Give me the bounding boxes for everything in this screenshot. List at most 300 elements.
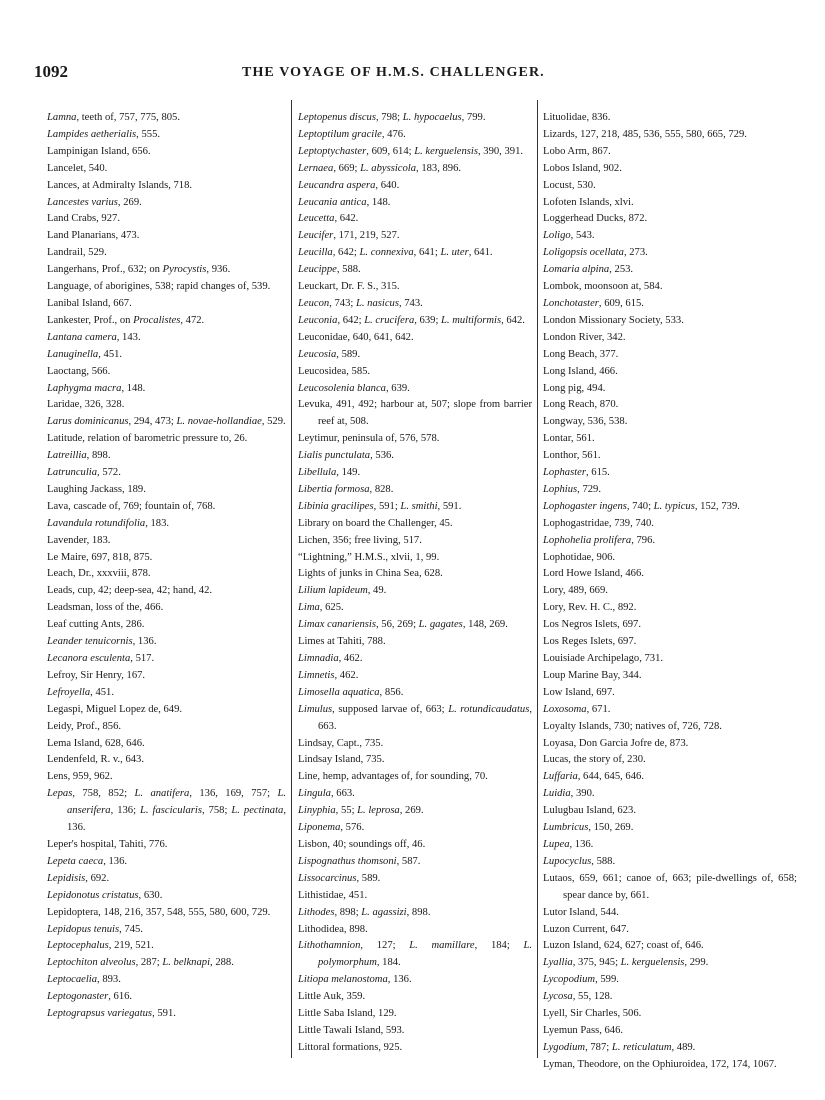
page-header [34,62,794,88]
index-entry [543,820,797,837]
entry-italic-text: Lernaea [298,162,334,174]
entry-text: , 294, 473; [128,416,177,428]
index-entry [298,600,532,617]
index-entry [298,228,532,245]
index-entry [543,330,797,347]
index-entry [47,617,286,634]
entry-italic-text: Lophius [543,483,578,495]
index-entry [298,296,532,313]
entry-text: Latitude, relation of barometric pressure to, 26. [47,433,248,445]
index-entry [47,600,286,617]
index-entry [543,110,797,127]
index-entry [47,330,286,347]
entry-text: , 639; [414,314,442,326]
index-entry [298,1006,532,1023]
index-entry [47,296,286,313]
index-entry [47,533,286,550]
entry-italic-text: Leucania antica [298,196,367,208]
entry-text: , 671. [586,703,611,715]
entry-text: , 183. [145,517,170,529]
entry-text: , 150, 269. [588,822,634,834]
entry-text: , 184; [474,940,524,952]
entry-italic-text: Lilium lapideum [298,585,368,597]
entry-text: “Lightning,” H.M.S., xlvii, 1, 99. [298,551,440,563]
entry-text: Leper's hospital, Tahiti, 776. [47,838,168,850]
index-entry [298,161,532,178]
entry-text: Lisbon, 40; soundings off, 46. [298,838,426,850]
index-entry [543,651,797,668]
entry-text: , 898. [86,450,111,462]
index-entry [47,245,286,262]
index-entry [298,397,532,431]
index-entry [298,634,532,651]
entry-italic-text: Leptogonaster [47,991,109,1003]
index-entry [543,702,797,719]
entry-text: Leaf cutting Ants, 286. [47,619,145,631]
entry-text: Lithistidae, 451. [298,889,368,901]
entry-italic-text: Leptopenus discus [298,112,376,123]
entry-text: London Missionary Society, 533. [543,314,684,326]
entry-text: London River, 342. [543,331,626,343]
index-entry [543,161,797,178]
index-column-3 [543,110,797,1074]
entry-text: , 591; [373,500,401,512]
index-entry [298,313,532,330]
entry-italic-text: L. anserifera [67,788,287,817]
entry-text: , 149. [336,467,361,479]
index-entry [298,110,532,127]
entry-text: , 663. [330,788,355,800]
entry-text: Long Reach, 870. [543,399,619,411]
entry-text: Los Reges Islets, 697. [543,636,637,648]
index-entry [298,685,532,702]
index-entry [298,989,532,1006]
index-entry [298,888,532,905]
entry-text: Lory, Rev. H. C., 892. [543,602,637,614]
entry-text: Language, of aborigines, 538; rapid changes of, 539. [47,281,271,293]
entry-text: Lepidoptera, 148, 216, 357, 548, 555, 580, 600, 729. [47,906,271,918]
entry-italic-text: Lefroyella [47,686,91,698]
entry-text: , 630. [138,889,163,901]
entry-italic-text: Linyphia [298,805,336,817]
index-entry [47,719,286,736]
entry-italic-text: Leucetta [298,213,335,225]
index-entry [298,533,532,550]
index-entry [47,161,286,178]
entry-text: , 642. [501,314,525,326]
index-entry [298,871,532,888]
index-entry [298,702,532,736]
entry-italic-text: Lithothamnion [298,940,361,952]
index-entry [47,972,286,989]
entry-italic-text: Lophohelia prolifera [543,534,632,546]
entry-italic-text: L. belknapi [162,957,211,969]
entry-text: Little Auk, 359. [298,991,366,1003]
index-entry [47,888,286,905]
entry-text: Lutaos, 659, 661; canoe of, 663; pile-dwellings of, 658; spear dance by, 661. [543,872,797,901]
entry-text: , 589. [356,872,381,884]
index-entry [543,482,797,499]
entry-text: Lyemun Pass, 646. [543,1024,624,1036]
index-entry [543,364,797,381]
index-entry [543,127,797,144]
entry-text: , 663. [318,703,532,732]
entry-text: Lophogastridae, 739, 740. [543,517,654,529]
entry-text: , 287; [135,957,163,969]
index-entry [298,262,532,279]
entry-text: , 472. [180,314,205,326]
index-entry [47,736,286,753]
index-entry [543,837,797,854]
entry-text: Lights of junks in China Sea, 628. [298,568,443,580]
index-entry [543,195,797,212]
entry-text: , 587. [396,855,421,867]
index-entry [47,381,286,398]
entry-text: , 641; [413,247,441,259]
entry-text: , 641. [468,247,493,259]
index-entry [298,752,532,769]
entry-italic-text: Lancestes varius [47,196,118,208]
index-entry [543,1057,797,1074]
entry-text: Long Island, 466. [543,365,618,377]
entry-text: , 536. [370,450,394,462]
entry-italic-text: Lonchotaster [543,297,599,309]
entry-italic-text: Latreillia [47,450,87,462]
entry-italic-text: Leucippe [298,264,337,276]
index-entry [298,1023,532,1040]
index-entry [543,245,797,262]
entry-text: , 390. [570,788,595,800]
entry-italic-text: Leptocephalus [47,940,109,952]
index-entry [543,431,797,448]
entry-text: , 451. [98,348,123,360]
index-entry [47,431,286,448]
entry-text: , 489. [671,1041,696,1053]
entry-italic-text: Luffaria [543,771,578,783]
entry-text: , 152, 739. [694,500,740,512]
entry-italic-text: Lanuginella [47,348,99,360]
entry-text: Lens, 959, 962. [47,771,113,783]
entry-text: Long pig, 494. [543,382,606,394]
index-entry [543,465,797,482]
index-entry [298,482,532,499]
index-entry [298,516,532,533]
entry-text: , 644, 645, 646. [577,771,644,783]
index-entry [543,752,797,769]
index-entry [47,752,286,769]
index-entry [298,1040,532,1057]
entry-text: Lyell, Sir Charles, 506. [543,1008,642,1020]
entry-italic-text: Leucon [298,297,330,309]
entry-text: , 136. [67,805,286,834]
index-entry [543,922,797,939]
entry-italic-text: L. gagates [418,619,463,631]
entry-text: Lutor Island, 544. [543,906,619,918]
entry-text: Low Island, 697. [543,686,615,698]
index-entry [298,347,532,364]
entry-italic-text: Libertia formosa [298,483,370,495]
entry-text: Leads, cup, 42; deep-sea, 42; hand, 42. [47,585,213,597]
index-entry [543,938,797,955]
entry-text: , 148. [366,196,391,208]
index-entry [298,127,532,144]
index-entry [47,938,286,955]
entry-italic-text: Lepidonotus cristatus [47,889,139,901]
index-entry [47,566,286,583]
entry-text: , 390, 391. [477,145,524,157]
entry-text: Little Saba Island, 129. [298,1008,397,1020]
index-entry [47,279,286,296]
index-entry [543,533,797,550]
entry-text: , 642; [332,247,360,259]
entry-text: Lefroy, Sir Henry, 167. [47,669,146,681]
entry-text: , 55; [335,805,358,817]
entry-text: Lobos Island, 902. [543,162,622,174]
index-entry [543,668,797,685]
entry-text: Lombok, moonsoon at, 584. [543,281,663,293]
entry-italic-text: Lycosa [543,991,573,1003]
entry-text: , 136. [387,974,412,986]
index-entry [543,600,797,617]
entry-italic-text: Lepeta caeca [47,855,104,867]
entry-text: , 269. [399,805,424,817]
index-entry [543,905,797,922]
entry-italic-text: Pyrocystis [162,264,207,276]
entry-italic-text: L. connexiva [359,247,414,259]
entry-text: Limes at Tahiti, 788. [298,636,386,648]
column-divider [291,100,292,1058]
index-entry [47,144,286,161]
entry-italic-text: Procalistes [133,314,181,326]
index-entry [543,854,797,871]
entry-text: Leytimur, peninsula of, 576, 578. [298,433,440,445]
entry-text: Laughing Jackass, 189. [47,483,146,495]
entry-italic-text: L. polymorphum [318,940,533,969]
index-entry [47,347,286,364]
entry-text: , 543. [570,230,595,242]
entry-italic-text: Leptochiton alveolus [47,957,136,969]
index-entry [543,397,797,414]
index-entry [47,702,286,719]
entry-text: , 743; [329,297,356,309]
entry-text: Library on board the Challenger, 45. [298,517,453,529]
entry-text: , 136. [103,855,128,867]
entry-italic-text: Lupocyclus [543,855,592,867]
index-entry [543,989,797,1006]
entry-italic-text: Liponema [298,822,341,834]
index-entry [543,566,797,583]
entry-text: Lory, 489, 669. [543,585,608,597]
index-entry [298,668,532,685]
entry-text: Leuconidae, 640, 641, 642. [298,331,414,343]
entry-italic-text: Lygodium [543,1041,586,1053]
index-entry [543,296,797,313]
entry-italic-text: Latrunculia [47,467,98,479]
entry-text: , 476. [381,128,406,140]
entry-italic-text: Lithodes [298,906,335,918]
entry-italic-text: Larus dominicanus [47,416,129,428]
entry-italic-text: Lingula [298,788,331,800]
entry-text: Lyman, Theodore, on the Ophiuroidea, 172, 174, 1067. [543,1058,777,1070]
entry-italic-text: L. crucifera [364,314,415,326]
entry-text: Lindsay, Capt., 735. [298,737,384,749]
entry-italic-text: Lispognathus thomsoni [298,855,397,867]
index-entry [298,465,532,482]
index-entry [543,262,797,279]
entry-italic-text: Lepidopus tenuis [47,923,120,935]
index-entry [298,566,532,583]
entry-text: , 936. [206,264,231,276]
index-entry [47,414,286,431]
entry-text: , 828. [369,483,394,495]
index-entry [543,279,797,296]
entry-text: Lichen, 356; free living, 517. [298,534,422,546]
entry-text: , 642; [337,314,365,326]
entry-text: , 55, 128. [572,991,613,1003]
entry-text: Leadsman, loss of the, 466. [47,602,164,614]
index-entry [543,1023,797,1040]
entry-italic-text: L. kerguelensis [414,145,478,157]
entry-italic-text: Leptoptychaster [298,145,367,157]
index-entry [543,786,797,803]
entry-text: Lithodidea, 898. [298,923,368,935]
entry-text: , 273. [623,247,648,259]
entry-text: Lofoten Islands, xlvi. [543,196,634,208]
entry-italic-text: L. anatifera [134,788,190,800]
index-entry [543,228,797,245]
entry-text: Luzon Current, 647. [543,923,629,935]
entry-text: , 625. [319,602,344,614]
entry-text: Lampinigan Island, 656. [47,145,151,157]
entry-italic-text: Loxosoma [543,703,587,715]
entry-italic-text: Loligopsis ocellata [543,247,624,259]
entry-italic-text: Luidia [543,788,571,800]
index-entry [543,871,797,905]
entry-italic-text: L. agassizi [361,906,407,918]
index-entry [543,448,797,465]
entry-text: , 143. [116,331,141,343]
entry-text: , 745. [119,923,143,935]
entry-text: , 616. [108,991,133,1003]
entry-text: Longway, 536, 538. [543,416,628,428]
entry-italic-text: Lupea [543,838,570,850]
entry-text: , 758, 852; [72,788,135,800]
entry-text: , 898; [334,906,362,918]
index-entry [47,685,286,702]
entry-text: , 609, 615. [598,297,644,309]
index-entry [298,617,532,634]
entry-italic-text: Lavandula rotundifolia [47,517,146,529]
entry-italic-text: Lyallia [543,957,573,969]
index-entry [47,127,286,144]
entry-italic-text: Lima [298,602,320,614]
index-entry [298,736,532,753]
entry-text: , 148, 269. [462,619,508,631]
entry-italic-text: Leucilla [298,247,333,259]
entry-text: , 799. [461,112,486,123]
entry-text: , 136; [110,805,140,817]
index-column-1 [47,110,286,1023]
entry-text: , 529. [261,416,286,428]
index-entry [543,347,797,364]
index-column-2 [298,110,532,1057]
entry-text: Laridae, 326, 328. [47,399,125,411]
entry-text: , 729. [577,483,601,495]
entry-text: , 171, 219, 527. [333,230,400,242]
index-entry [543,972,797,989]
index-entry [298,769,532,786]
entry-italic-text: Limax canariensis [298,619,376,631]
entry-text: Lindsay Island, 735. [298,754,385,766]
index-entry [47,110,286,127]
index-entry [298,820,532,837]
entry-italic-text: Lumbricus [543,822,589,834]
entry-italic-text: L. hypocaelus [402,112,462,123]
entry-text: , 588. [336,264,361,276]
entry-italic-text: Lophaster [543,467,586,479]
entry-text: , 184. [376,957,401,969]
entry-italic-text: L. leprosa [357,805,400,817]
entry-text: Land Crabs, 927. [47,213,120,225]
entry-text: Lulugbau Island, 623. [543,805,636,817]
entry-italic-text: Leucosolenia blanca [298,382,386,394]
index-entry [543,617,797,634]
index-entry [298,144,532,161]
index-entry [298,922,532,939]
entry-text: , 692. [85,872,110,884]
entry-text: , 269. [117,196,142,208]
entry-text: , 591. [437,500,462,512]
index-entry [543,211,797,228]
entry-text: Leidy, Prof., 856. [47,720,122,732]
entry-italic-text: L. pectinata [231,805,284,817]
entry-text: , 555. [136,128,161,140]
entry-text: Locust, 530. [543,179,596,191]
entry-text: , 136. [569,838,594,850]
entry-text: Lema Island, 628, 646. [47,737,145,749]
index-entry [543,803,797,820]
entry-italic-text: L. uter [440,247,469,259]
entry-italic-text: Lantana camera [47,331,117,343]
entry-text: Lances, at Admiralty Islands, 718. [47,179,193,191]
entry-text: Lavender, 183. [47,534,111,546]
index-entry [298,938,532,972]
index-entry [543,381,797,398]
entry-italic-text: Leptograpsus variegatus [47,1008,153,1020]
index-entry [47,922,286,939]
index-entry [298,178,532,195]
index-entry [298,448,532,465]
entry-text: , 462. [334,669,359,681]
entry-italic-text: Leucifer [298,230,334,242]
entry-text: , 669; [333,162,361,174]
entry-italic-text: Loligo [543,230,571,242]
entry-text: Lendenfeld, R. v., 643. [47,754,144,766]
entry-text: Lord Howe Island, 466. [543,568,644,580]
entry-text: , 517. [130,653,155,664]
entry-italic-text: Lissocarcinus [298,872,357,884]
entry-text: , 588. [591,855,616,867]
entry-italic-text: Libellula [298,467,337,479]
entry-italic-text: Leucosia [298,348,337,360]
entry-text: Leach, Dr., xxxviii, 878. [47,568,151,580]
index-entry [543,313,797,330]
index-entry [298,651,532,668]
entry-italic-text: L. abyssicola [360,162,417,174]
entry-text: Langerhans, Prof., 632; on [47,264,163,276]
index-entry [543,144,797,161]
entry-italic-text: Leptoptilum gracile [298,128,382,140]
